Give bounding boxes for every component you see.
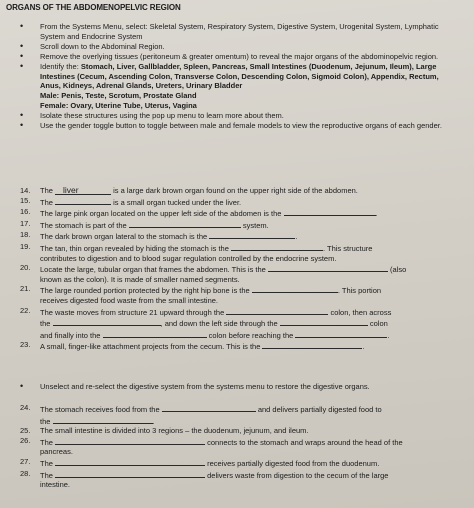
- answer-blank-21[interactable]: [252, 284, 338, 293]
- female-organs-text: Female: Ovary, Uterine Tube, Uterus, Vagina: [40, 100, 197, 110]
- question-26: [20, 436, 466, 457]
- question-22: [20, 306, 466, 341]
- question-20: [20, 263, 466, 284]
- answer-blank-24b[interactable]: [53, 415, 153, 424]
- male-organs: Male: Penis, Teste, Scrotum, Prostate Gland: [40, 90, 197, 100]
- question-14: [20, 186, 466, 196]
- question-number: 25.: [20, 426, 31, 436]
- question-text: The: [40, 437, 53, 447]
- question-number: 21.: [20, 284, 31, 294]
- answer-blank-22c[interactable]: [280, 317, 368, 326]
- period: .: [387, 330, 390, 340]
- question-text: The dark brown organ lateral to the stomach is the: [40, 232, 208, 242]
- questions-14-23: [20, 186, 466, 352]
- instruction-item: [20, 382, 460, 392]
- answer-blank-16[interactable]: [284, 207, 378, 219]
- question-text: The: [40, 470, 53, 480]
- question-text: contributes to digestion and to blood sugar regulation controlled by the endocrine system.: [40, 253, 337, 263]
- question-text: receives partially digested food from the duodenum.: [207, 458, 380, 468]
- question-24-line2: [40, 415, 466, 427]
- instruction-item: [20, 111, 460, 121]
- question-text: The waste moves from structure 21 upward through the: [40, 307, 225, 317]
- question-number: 16.: [20, 207, 31, 217]
- answer-blank-19[interactable]: [231, 242, 323, 251]
- answer-blank-22e[interactable]: [295, 329, 390, 340]
- question-number: 22.: [20, 305, 31, 315]
- answer-blank-27[interactable]: [55, 457, 205, 466]
- question-text: and finally into the: [40, 330, 101, 340]
- period: .: [362, 342, 365, 352]
- question-22-line3: [40, 329, 466, 341]
- instruction-text: Use the gender toggle button to toggle between male and female models to view the reproductive organs of each gender.: [40, 120, 442, 130]
- instruction-text: From the Systems Menu, select: Skeletal System, Respiratory System, Digestive System, Urogenital System, Lymphatic System and Endocrine System: [40, 22, 439, 41]
- bullet-icon: •: [20, 40, 24, 51]
- question-number: 28.: [20, 468, 31, 478]
- question-text: The large rounded portion protected by the right hip bone is the: [40, 286, 250, 296]
- answer-blank-22b[interactable]: [53, 317, 161, 326]
- bullet-icon: •: [20, 381, 24, 391]
- question-15: [20, 196, 466, 208]
- question-number: 26.: [20, 435, 31, 445]
- instruction-item: [20, 52, 460, 62]
- question-text: pancreas.: [40, 447, 73, 457]
- question-24: [20, 403, 466, 426]
- identify-prefix: Identify the:: [40, 62, 81, 72]
- question-17: [20, 219, 466, 231]
- question-number: 15.: [20, 195, 31, 205]
- question-text: intestine.: [40, 480, 71, 490]
- question-text: The small intestine is divided into 3 regions – the duodenum, jejunum, and ileum.: [40, 426, 309, 436]
- question-text: . This portion: [337, 286, 382, 296]
- question-number: 14.: [20, 186, 31, 195]
- identify-organs: Stomach, Liver, Gallbladder, Spleen, Pancreas, Small Intestines (Duodenum, Jejunum, Ileum), Large Intestines (Cecum, Ascending Colon, Transverse Colon, Descending Colon, Sigmoid Colon), Appendix, Rectum, Anus, Kidneys, Adrenal Glands, Ureters, Urinary Bladder: [40, 62, 439, 91]
- question-text: colon, then across: [330, 307, 392, 317]
- question-23: [20, 340, 466, 352]
- answer-blank-14[interactable]: [55, 186, 111, 195]
- question-text: The stomach receives food from the: [40, 405, 160, 414]
- instruction-text: Unselect and re-select the digestive system from the systems menu to restore the digestive organs.: [40, 382, 370, 391]
- answer-blank-17[interactable]: [129, 219, 241, 228]
- answer-blank-24a[interactable]: [162, 403, 256, 412]
- question-text: The stomach is part of the: [40, 220, 127, 230]
- question-text: the: [40, 416, 51, 426]
- answer-blank-18[interactable]: [209, 230, 298, 242]
- question-22-line2: [40, 317, 466, 329]
- question-text: known as the colon). It is made of smaller named segments.: [40, 274, 240, 284]
- question-18: [20, 230, 466, 242]
- question-text: receives digested food waste from the small intestine.: [40, 295, 219, 305]
- instruction-item-restore: [20, 382, 460, 392]
- instructions-list: [20, 22, 460, 131]
- instruction-item: [20, 42, 460, 52]
- question-number: 24.: [20, 403, 31, 412]
- question-text: delivers waste from digestion to the cecum of the large: [207, 470, 389, 480]
- question-16: [20, 207, 466, 219]
- question-text: . This structure: [322, 243, 373, 253]
- bullet-icon: •: [20, 21, 24, 31]
- question-text: The large pink organ located on the upper left side of the abdomen is the: [40, 209, 282, 219]
- answer-blank-22a[interactable]: [226, 306, 328, 315]
- instruction-item: [20, 121, 460, 131]
- question-text: colon before reaching the: [208, 330, 294, 340]
- question-text: (also: [390, 265, 407, 275]
- question-number: 27.: [20, 456, 31, 466]
- question-28: [20, 469, 466, 490]
- handwritten-answer: liver: [63, 185, 79, 195]
- page-title: ORGANS OF THE ABDOMENOPELVIC REGION: [6, 3, 181, 12]
- question-text: connects to the stomach and wraps around the head of the: [207, 437, 403, 447]
- question-text: is a large dark brown organ found on the upper right side of the abdomen.: [113, 186, 358, 195]
- bullet-icon: •: [20, 61, 24, 72]
- answer-blank-26[interactable]: [55, 436, 205, 445]
- instruction-text: Isolate these structures using the pop up menu to learn more about them.: [40, 110, 284, 120]
- period: .: [152, 416, 155, 426]
- answer-blank-23[interactable]: [262, 340, 365, 352]
- question-text: Locate the large, tubular organ that frames the abdomen. This is the: [40, 265, 266, 275]
- question-25: [20, 426, 466, 436]
- question-21: [20, 284, 466, 305]
- bullet-icon: •: [20, 119, 24, 130]
- question-text: The: [40, 186, 53, 195]
- period: .: [295, 232, 298, 242]
- bullet-icon: •: [20, 109, 24, 120]
- question-number: 23.: [20, 340, 31, 350]
- answer-blank-15[interactable]: [55, 196, 111, 205]
- questions-24-28: [20, 403, 466, 490]
- female-organs: [40, 101, 460, 111]
- answer-blank-22d[interactable]: [103, 329, 207, 338]
- answer-blank-28[interactable]: [55, 469, 205, 478]
- question-text: colon: [369, 319, 388, 329]
- instruction-text: Remove the overlying tissues (peritoneum & greater omentum) to reveal the major organs of the abdominopelvic region.: [40, 51, 439, 61]
- question-number: 20.: [20, 263, 31, 273]
- instruction-text: Scroll down to the Abdominal Region.: [40, 41, 165, 51]
- question-text: , and down the left side through the: [160, 319, 278, 329]
- question-number: 19.: [20, 241, 31, 251]
- question-text: the: [40, 319, 51, 329]
- question-text: The: [40, 458, 53, 468]
- question-text: system.: [242, 220, 269, 230]
- question-text: is a small organ tucked under the liver.: [113, 197, 242, 207]
- question-19: [20, 242, 466, 263]
- question-27: [20, 457, 466, 469]
- instruction-item-identify: [20, 62, 460, 110]
- question-text: The: [40, 197, 53, 207]
- bullet-icon: •: [20, 50, 24, 61]
- period: .: [375, 209, 378, 219]
- question-number: 17.: [20, 218, 31, 228]
- answer-blank-20[interactable]: [268, 263, 388, 272]
- question-text: A small, finger-like attachment projects from the cecum. This is the: [40, 342, 261, 352]
- question-text: and delivers partially digested food to: [257, 405, 382, 414]
- instruction-item: [20, 22, 460, 41]
- question-number: 18.: [20, 230, 31, 240]
- question-text: The tan, thin organ revealed by hiding the stomach is the: [40, 243, 229, 253]
